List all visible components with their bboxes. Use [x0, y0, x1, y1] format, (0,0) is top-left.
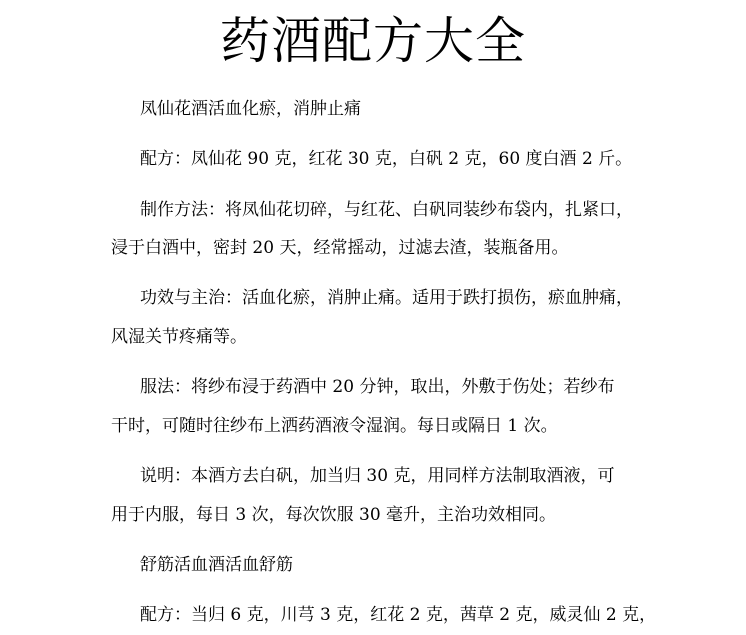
recipe-formula: 配方：凤仙花 90 克，红花 30 克，白矾 2 克，60 度白酒 2 斤。	[140, 149, 633, 169]
recipe-heading-fengxianhua: 凤仙花酒活血化瘀，消肿止痛	[140, 99, 361, 119]
note-paragraph-line-2: 用于内服，每日 3 次，每次饮服 30 毫升，主治功效相同。	[111, 505, 557, 525]
preparation-paragraph-line-2: 浸于白酒中，密封 20 天，经常摇动，过滤去渣，装瓶备用。	[111, 238, 569, 258]
note-paragraph-line-1: 说明：本酒方去白矾，加当归 30 克，用同样方法制取酒液，可	[140, 466, 615, 486]
recipe-heading-shujin: 舒筋活血酒活血舒筋	[140, 555, 293, 575]
document-title: 药酒配方大全	[220, 12, 526, 70]
usage-paragraph-line-2: 干时，可随时往纱布上洒药酒液令湿润。每日或隔日 1 次。	[111, 416, 558, 436]
recipe-formula-2: 配方：当归 6 克，川芎 3 克，红花 2 克，茜草 2 克，威灵仙 2 克，	[140, 605, 657, 625]
effects-paragraph-line-2: 风湿关节疼痛等。	[111, 327, 247, 347]
effects-paragraph-line-1: 功效与主治：活血化瘀，消肿止痛。适用于跌打损伤，瘀血肿痛，	[140, 288, 633, 308]
usage-paragraph-line-1: 服法：将纱布浸于药酒中 20 分钟，取出，外敷于伤处；若纱布	[140, 377, 615, 397]
preparation-paragraph-line-1: 制作方法：将凤仙花切碎，与红花、白矾同装纱布袋内，扎紧口，	[140, 200, 633, 220]
